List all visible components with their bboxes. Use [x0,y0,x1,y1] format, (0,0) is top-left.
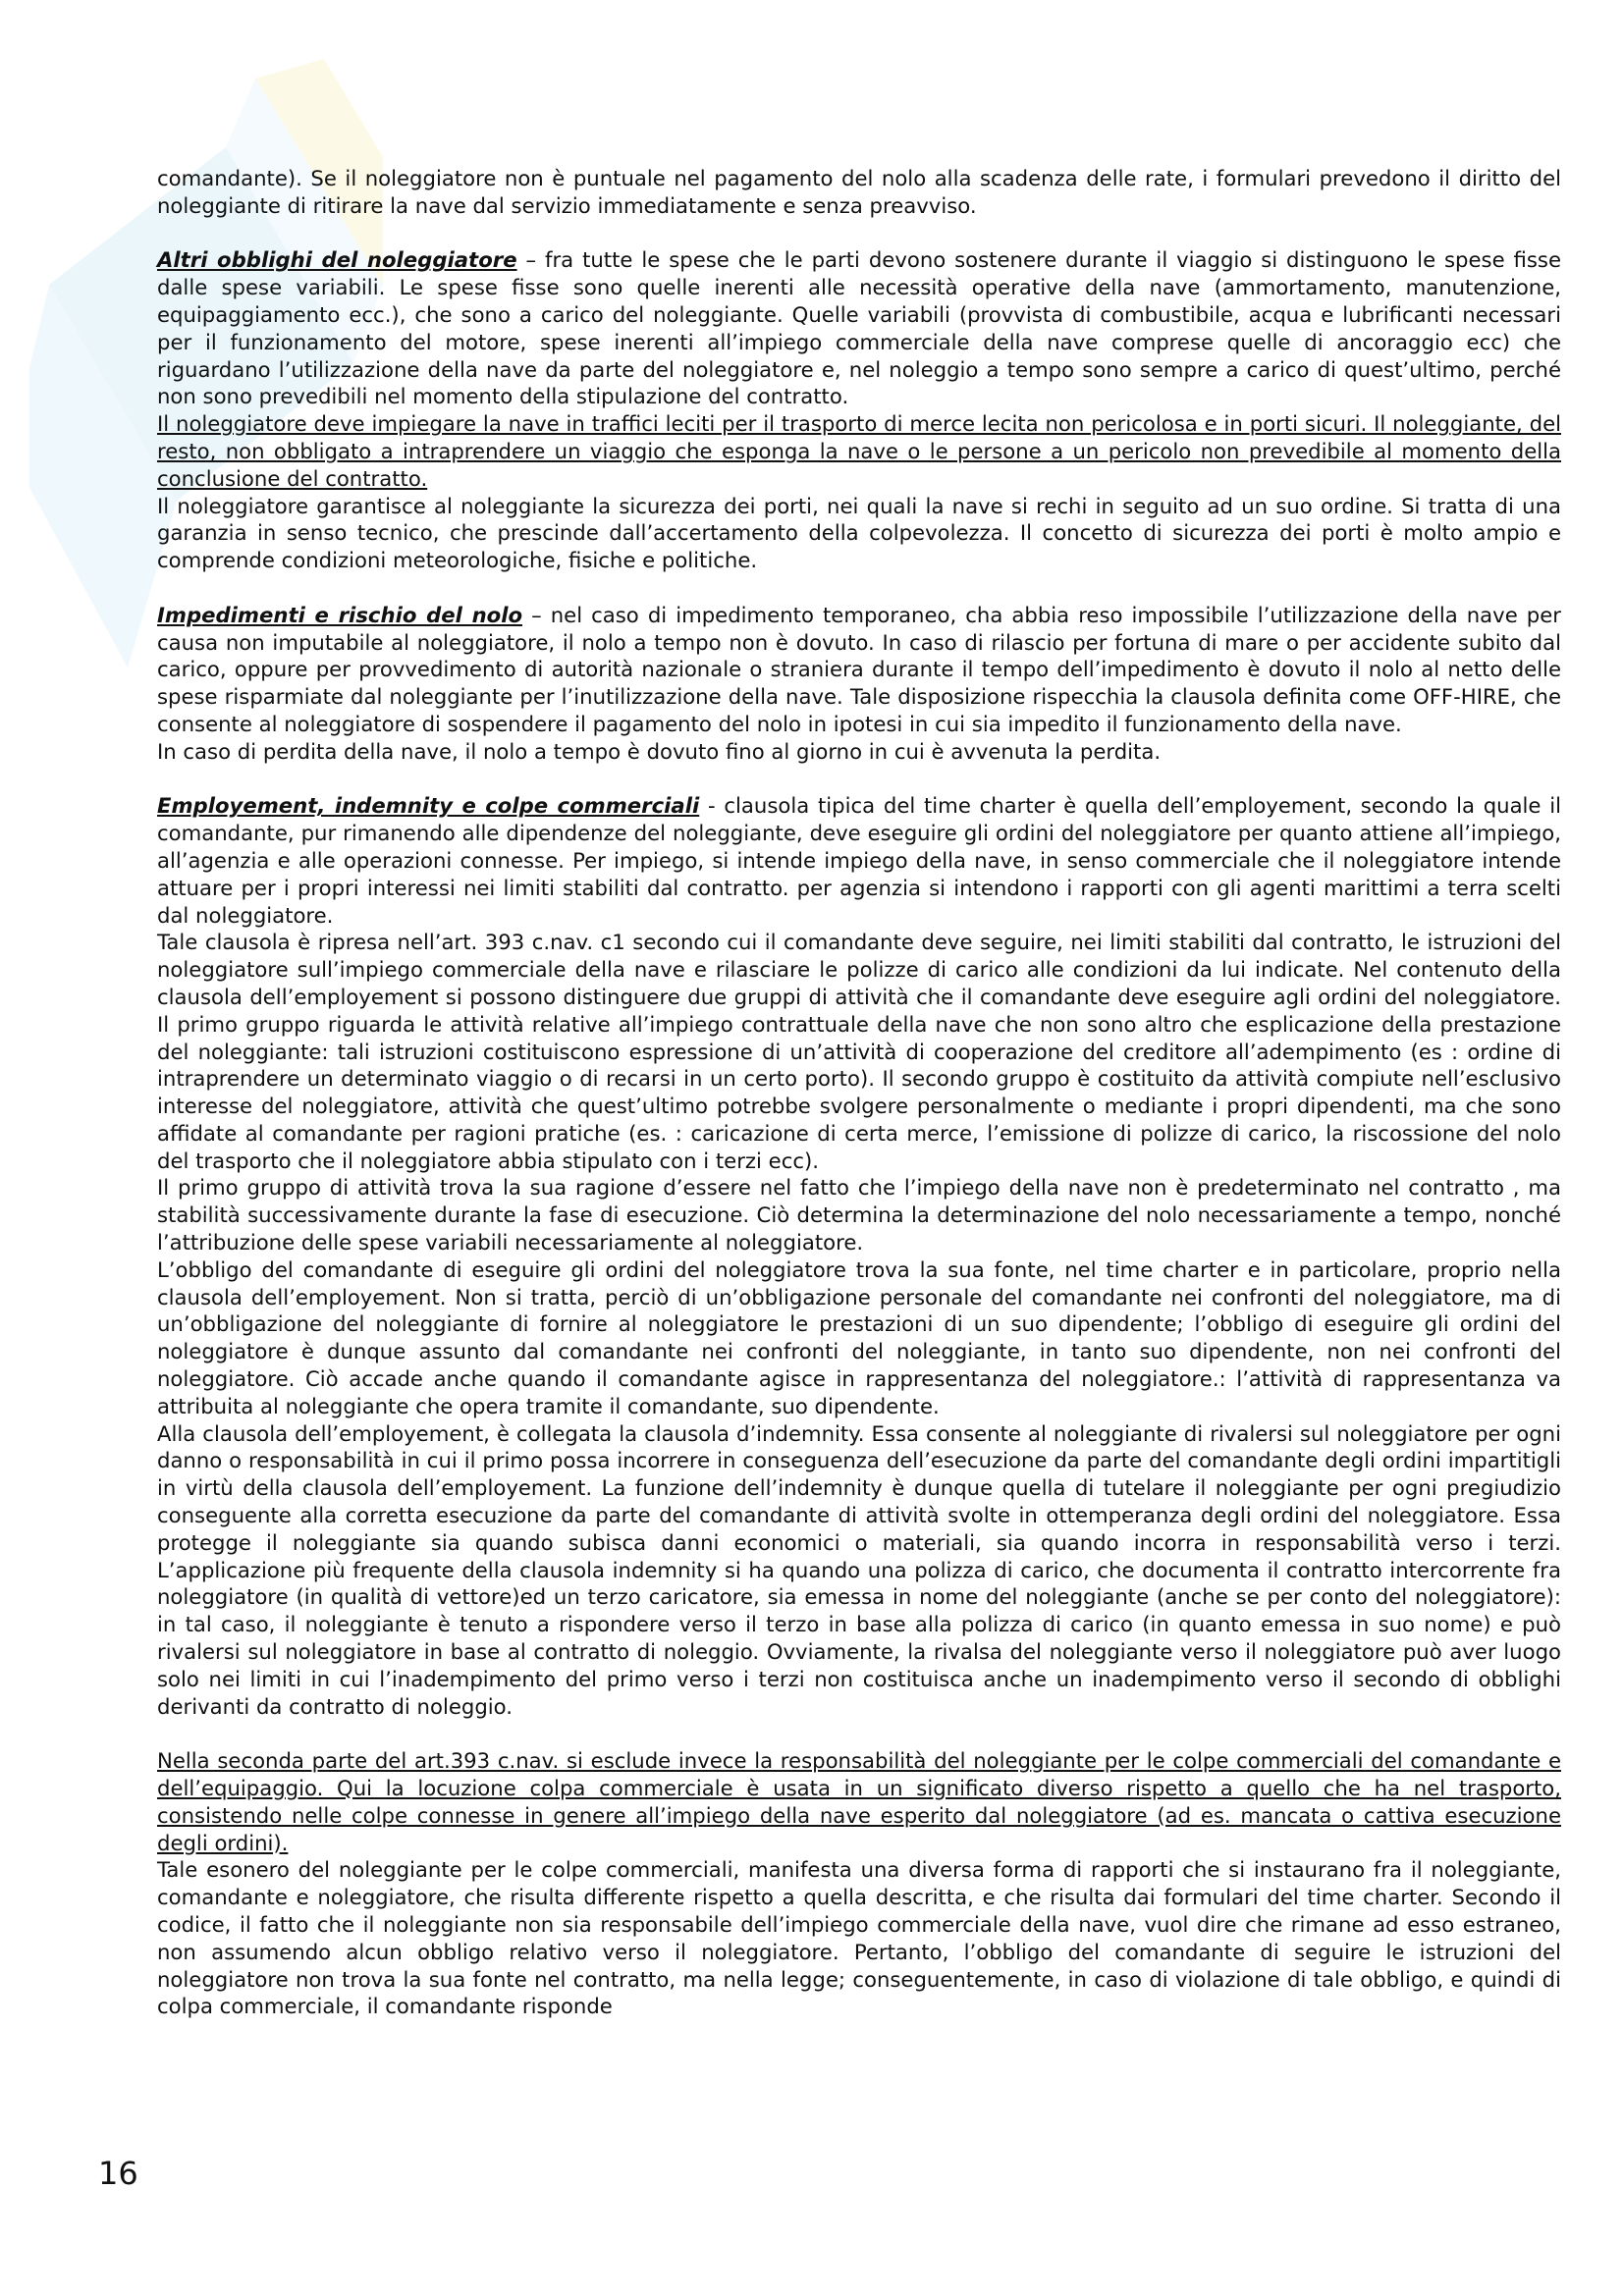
paragraph: Il noleggiatore garantisce al noleggiante la sicurezza dei porti, nei quali la nave si rechi in seguito ad un suo ordine. Si tratta di una garanzia in senso tecnico, che prescinde dall’accertamento della colpevolezza. Il concetto di sicurezza dei porti è molto ampio e comprende condizioni meteorologiche, fisiche e politiche. [157,493,1561,573]
paragraph: Il primo gruppo di attività trova la sua ragione d’essere nel fatto che l’impiego della nave non è predeterminato nel contratto , ma stabilità successivamente durante la fase di esecuzione. Ciò determina la determinazione del nolo necessariamente a tempo, nonché l’attribuzione delle spese variabili necessariamente al noleggiatore. [157,1175,1561,1255]
paragraph: Alla clausola dell’employement, è collegata la clausola d’indemnity. Essa consente al noleggiante di rivalersi sul noleggiatore per ogni danno o responsabilità in cui il primo possa incorrere in conseguenza dell’esecuzione da parte del comandante degli ordini impartitigli in virtù della clausola dell’employement. La funzione dell’indemnity è dunque quella di tutelare il noleggiante per ogni pregiudizio conseguente alla corretta esecuzione da parte del comandante di attività svolte in ottemperanza degli ordini del noleggiatore. Essa protegge il noleggiante sia quando subisca danni economici o materiali, sia quando incorra in responsabilità verso i terzi. L’applicazione più frequente della clausola indemnity si ha quando una polizza di carico, che documenta il contratto intercorrente fra noleggiatore (in qualità di vettore)ed un terzo caricatore, sia emessa in nome del noleggiante (anche se per conto del noleggiatore): in tal caso, il noleggiante è tenuto a rispondere verso il terzo in base alla polizza di carico (in quanto emessa in suo nome) e può rivalersi sul noleggiatore in base al contratto di noleggio. Ovviamente, la rivalsa del noleggiante verso il noleggiatore può aver luogo solo nei limiti in cui l’inadempimento del primo verso i terzi non costituisca anche un inadempimento verso il secondo di obblighi derivanti da contratto di noleggio. [157,1420,1561,1719]
paragraph: comandante). Se il noleggiatore non è puntuale nel pagamento del nolo alla scadenza delle rate, i formulari prevedono il diritto del noleggiante di ritirare la nave dal servizio immediatamente e senza preavviso. [157,166,1561,218]
paragraph: Tale clausola è ripresa nell’art. 393 c.nav. c1 secondo cui il comandante deve seguire, nei limiti stabiliti dal contratto, le istruzioni del noleggiatore sull’impiego commerciale della nave e rilasciare le polizze di carico alle condizioni da lui indicate. Nel contenuto della clausola dell’employement si possono distinguere due gruppi di attività che il comandante deve eseguire agli ordini del noleggiatore. Il primo gruppo riguarda le attività relative all’impiego contrattuale della nave che non sono altro che esplicazione della prestazione del noleggiante: tali istruzioni costituiscono espressione di un’attività di cooperazione del creditore all’adempimento (es : ordine di intraprendere un determinato viaggio o di recarsi in un certo porto). Il secondo gruppo è costituito da attività compiute nell’esclusivo interesse del noleggiatore, attività che quest’ultimo potrebbe svolgere personalmente o mediante i propri dipendenti, ma che sono affidate al comandante per ragioni pratiche (es. : caricazione di certa merce, l’emissione di polizze di carico, la riscossione del nolo del trasporto che il noleggiatore abbia stipulato con i terzi ecc). [157,930,1561,1173]
document-body [157,165,1561,2020]
paragraph: Nella seconda parte del art.393 c.nav. si esclude invece la responsabilità del noleggiante per le colpe commerciali del comandante e dell’equipaggio. Qui la locuzione colpa commerciale è usata in un significato diverso rispetto a quello che ha nel trasporto, consistendo nelle colpe connesse in genere all’impiego della nave esperito dal noleggiatore (ad es. mancata o cattiva esecuzione degli ordini). [157,1748,1561,1855]
section-heading: Altri obblighi del noleggiatore [157,247,517,273]
section-heading: Employement, indemnity e colpe commerciali [157,793,700,819]
paragraph: Il noleggiatore deve impiegare la nave in traffici leciti per il trasporto di merce lecita non pericolosa e in porti sicuri. Il noleggiante, del resto, non obbligato a intraprendere un viaggio che esponga la nave o le persone a un pericolo non prevedibile al momento della conclusione del contratto. [157,411,1561,491]
page-number: 16 [98,2155,138,2192]
paragraph-text: – nel caso di impedimento temporaneo, cha abbia reso impossibile l’utilizzazione della nave per causa non imputabile al noleggiatore, il nolo a tempo non è dovuto. In caso di rilascio per fortuna di mare o per accidente subito dal carico, oppure per provvedimento di autorità nazionale o straniera durante il tempo dell’impedimento è dovuto il nolo al netto delle spese risparmiate dal noleggiante per l’inutilizzazione della nave. Tale disposizione rispecchia la clausola definita come OFF-HIRE, che consente al noleggiatore di sospendere il pagamento del nolo in ipotesi in cui sia impedito il funzionamento della nave. [157,602,1561,736]
paragraph-text: – fra tutte le spese che le parti devono sostenere durante il viaggio si distinguono le spese fisse dalle spese variabili. Le spese fisse sono quelle inerenti alle necessità operative della nave (ammortamento, manutenzione, equipaggiamento ecc.), che sono a carico del noleggiante. Quelle variabili (provvista di combustibile, acqua e lubrificanti necessari per il funzionamento del motore, spese inerenti all’impiego commerciale della nave comprese quelle di ancoraggio ecc) che riguardano l’utilizzazione della nave da parte del noleggiatore e, nel noleggio a tempo sono sempre a carico di quest’ultimo, perché non sono prevedibili nel momento della stipulazione del contratto. [157,247,1561,409]
paragraph [157,246,1561,410]
paragraph: In caso di perdita della nave, il nolo a tempo è dovuto fino al giorno in cui è avvenuta la perdita. [157,738,1162,764]
paragraph [157,792,1561,929]
paragraph-text: - clausola tipica del time charter è quella dell’employement, secondo la quale il comandante, pur rimanendo alle dipendenze del noleggiante, deve eseguire gli ordini del noleggiatore per quanto attiene all’impiego, all’agenzia e alle operazioni connesse. Per impiego, si intende impiego della nave, in senso commerciale che il noleggiatore intende attuare per i propri interessi nei limiti stabiliti dal contratto. per agenzia si intendono i rapporti con gli agenti marittimi a terra scelti dal noleggiatore. [157,793,1561,928]
paragraph [157,602,1561,738]
paragraph: Tale esonero del noleggiante per le colpe commerciali, manifesta una diversa forma di rapporti che si instaurano fra il noleggiante, comandante e noleggiatore, che risulta differente rispetto a quella descritta, e che risulta dai formulari del time charter. Secondo il codice, il fatto che il noleggiante non sia responsabile dell’impiego commerciale della nave, vuol dire che rimane ad esso estraneo, non assumendo alcun obbligo relativo verso il noleggiatore. Pertanto, l’obbligo del comandante di seguire le istruzioni del noleggiatore non trova la sua fonte nel contratto, ma nella legge; conseguentemente, in caso di violazione di tale obbligo, e quindi di colpa commerciale, il comandante risponde [157,1857,1561,2019]
paragraph: L’obbligo del comandante di eseguire gli ordini del noleggiatore trova la sua fonte, nel time charter e in particolare, proprio nella clausola dell’employement. Non si tratta, perciò di un’obbligazione personale del comandante nei confronti del noleggiatore, ma di un’obbligazione del noleggiante di fornire al noleggiatore le prestazioni di un suo dipendente; l’obbligo di eseguire gli ordini del noleggiatore è dunque assunto dal comandante nei confronti del noleggiante, in tanto suo dipendente, non nei confronti del noleggiatore. Ciò accade anche quando il comandante agisce in rappresentanza del noleggiatore.: l’attività di rappresentanza va attribuita al noleggiante che opera tramite il comandante, suo dipendente. [157,1256,1561,1418]
section-heading: Impedimenti e rischio del nolo [157,602,523,627]
